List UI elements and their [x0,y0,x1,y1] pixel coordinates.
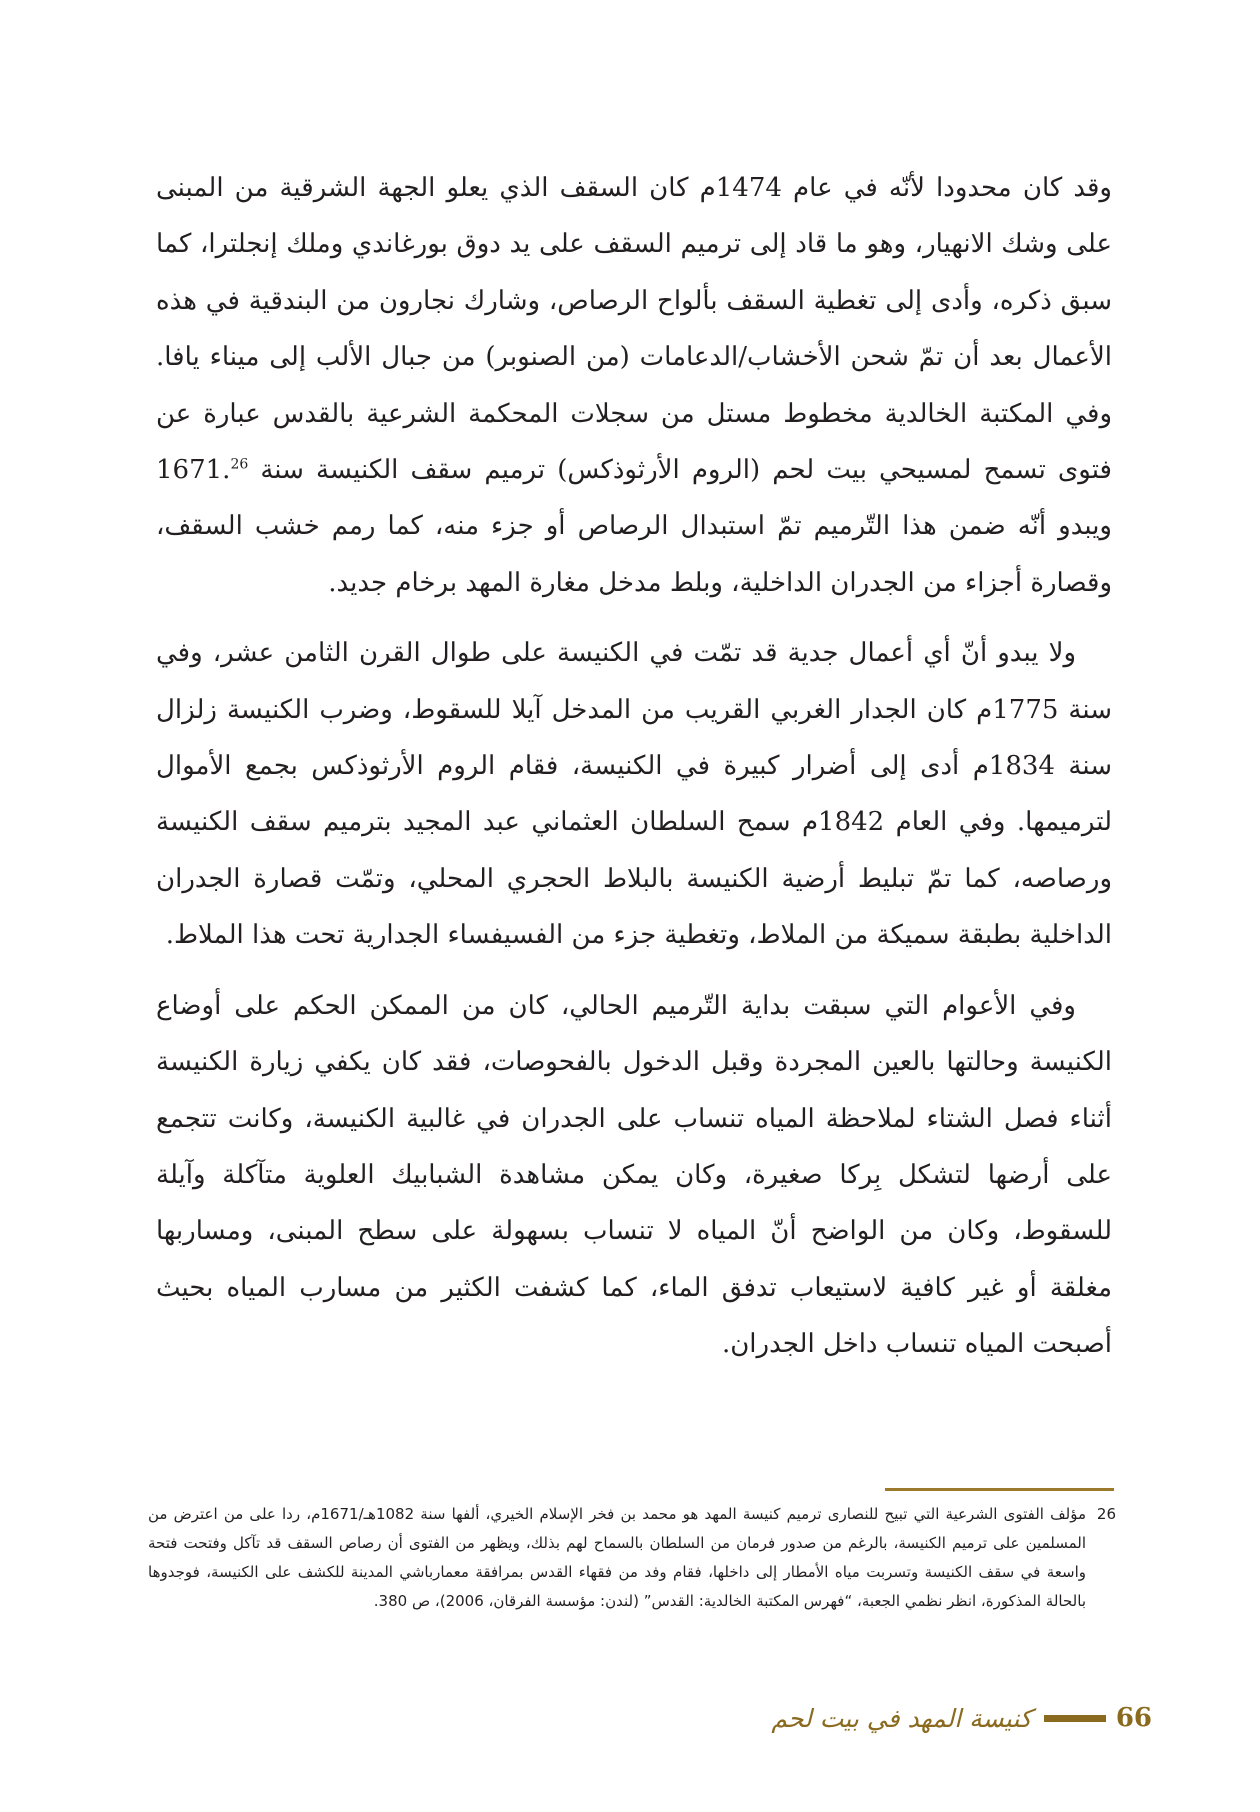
footnote-text: مؤلف الفتوى الشرعية التي تبيح للنصارى ترميم كنيسة المهد هو محمد بن فخر الإسلام الخيري، ألفها سنة 1082هـ/1671م، ردا على من اعترض من المسلمين على ترميم الكنيسة، بالرغم من صدور فرمان من السلطان بالسماح لهم بذلك، ويظهر من الفتوى أن رصاص السقف قد تآكل وفتحت فتحة واسعة في سقف الكنيسة وتسربت مياه الأمطار إلى داخلها، فقام وفد من فقهاء القدس بمرافقة معمارباشي المدينة للكشف على الكنيسة، فوجدوها بالحالة المذكورة، انظر نظمي الجعبة، “فهرس المكتبة الخالدية: القدس” (لندن: مؤسسة الفرقان، 2006)، ص 380. [148,1505,1086,1610]
paragraph-1 [156,160,1112,611]
paragraph-3: وفي الأعوام التي سبقت بداية التّرميم الحالي، كان من الممكن الحكم على أوضاع الكنيسة وحالتها بالعين المجردة وقبل الدخول بالفحوصات، فقد كان يكفي زيارة الكنيسة أثناء فصل الشتاء لملاحظة المياه تنساب على الجدران في غالبية الكنيسة، وكانت تتجمع على أرضها لتشكل بِركا صغيرة، وكان يمكن مشاهدة الشبابيك العلوية متآكلة وآيلة للسقوط، وكان من الواضح أنّ المياه لا تنساب بسهولة على سطح المبنى، ومساربها مغلقة أو غير كافية لاستيعاب تدفق الماء، كما كشفت الكثير من مسارب المياه بحيث أصبحت المياه تنساب داخل الجدران. [156,990,1112,1360]
footnote-number: 26 [1096,1505,1116,1523]
footnote-reference[interactable]: 26 [230,456,249,473]
footnotes [148,1500,1116,1616]
footer-bar [1044,1715,1106,1722]
page-number: 66 [1115,1703,1152,1733]
paragraph-2: ولا يبدو أنّ أي أعمال جدية قد تمّت في الكنيسة على طوال القرن الثامن عشر، وفي سنة 1775م كان الجدار الغربي القريب من المدخل آيلا للسقوط، وضرب الكنيسة زلزال سنة 1834م أدى إلى أضرار كبيرة في الكنيسة، فقام الروم الأرثوذكس بجمع الأموال لترميمها. وفي العام 1842م سمح السلطان العثماني عبد المجيد بترميم سقف الكنيسة ورصاصه، كما تمّ تبليط أرضية الكنيسة بالبلاط الحجري المحلي، وتمّت قصارة الجدران الداخلية بطبقة سميكة من الملاط، وتغطية جزء من الفسيفساء الجدارية تحت هذا الملاط. [156,638,1113,951]
page-footer [760,1696,1152,1740]
footnote-item [148,1500,1116,1616]
paragraph-1-text-a: وقد كان محدودا لأنّه في عام 1474م كان السقف الذي يعلو الجهة الشرقية من المبنى على وشك الانهيار، وهو ما قاد إلى ترميم السقف على يد دوق بورغاندي وملك إنجلترا، كما سبق ذكره، وأدى إلى تغطية السقف بألواح الرصاص، وشارك نجارون من البندقية في هذه الأعمال بعد أن تمّ شحن الأخشاب/الدعامات (من الصنوبر) من جبال الألب إلى ميناء يافا. وفي المكتبة الخالدية مخطوط مستل من سجلات المحكمة الشرعية بالقدس عبارة عن فتوى تسمح لمسيحي بيت لحم (الروم الأرثوذكس) ترميم سقف الكنيسة سنة 1671. [156,173,1112,486]
paragraph-1-text-b: ويبدو أنّه ضمن هذا التّرميم تمّ استبدال الرصاص أو جزء منه، كما رمم خشب السقف، وقصارة أجزاء من الجدران الداخلية، وبلط مدخل مغارة المهد برخام جديد. [156,511,1112,598]
body-text [156,160,1112,1373]
footnote-divider [885,1488,1114,1491]
running-title: كنيسة المهد في بيت لحم [771,1703,1032,1733]
